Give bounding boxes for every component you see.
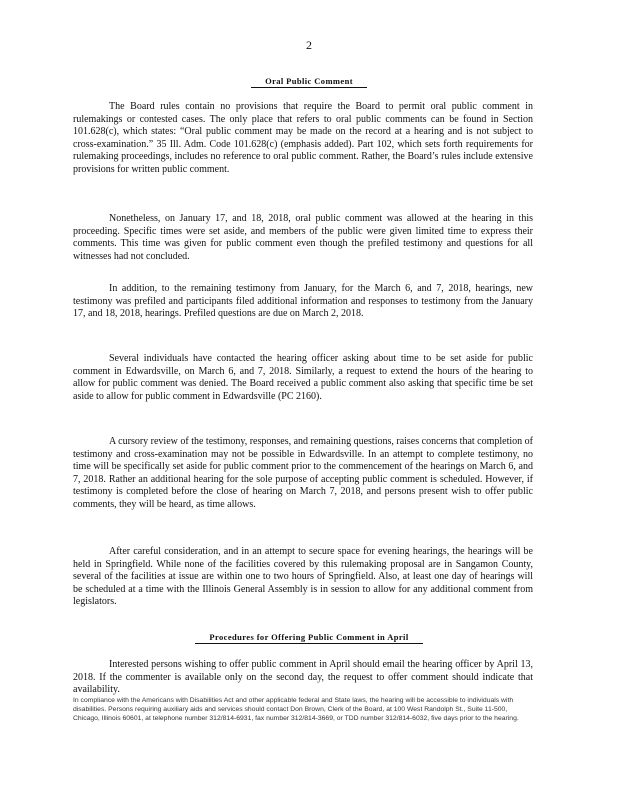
section-heading-procedures-april: [0, 632, 618, 642]
paragraph-springfield-hearings: After careful consideration, and in an attempt to secure space for evening hearings, the hearings will be held in Springfield. While none of the facilities covered by this rulemaking proposal are in Sangamon County, several of the facilities at issue are within one to two hours of Springfield. Also, at least one day of hearings will be scheduled at a time with the Illinois General Assembly is in session to allow for any additional comment from legislators.: [73, 546, 533, 608]
heading-text: Procedures for Offering Public Comment in April: [195, 632, 422, 644]
section-heading-oral-public-comment: [0, 76, 618, 86]
heading-text: Oral Public Comment: [251, 76, 367, 88]
paragraph-march-hearings: In addition, to the remaining testimony from January, for the March 6, and 7, 2018, hearings, new testimony was prefiled and participants filed additional information and responses to testimony from the January 17, and 18, 2018, hearings. Prefiled questions are due on March 2, 2018.: [73, 283, 533, 320]
accessibility-footnote: In compliance with the Americans with Disabilities Act and other applicable federal and State laws, the hearing will be accessible to individuals with disabilities. Persons requiring auxiliary aids and services should contact Don Brown, Clerk of the Board, at 100 West Randolph St., Suite 11-500, Chicago, Illinois 60601, at telephone number 312/814-6931, fax number 312/814-3669, or TDD number 312/814-6032, five days prior to the hearing.: [73, 697, 519, 722]
paragraph-testimony-completion: A cursory review of the testimony, responses, and remaining questions, raises concerns that completion of testimony and cross-examination may not be possible in Edwardsville. In an attempt to complete testimony, no time will be specifically set aside for public comment prior to the commencement of the hearings on March 6, and 7, 2018. Rather an additional hearing for the sole purpose of accepting public comment is scheduled. However, if testimony is completed before the close of hearing on March 7, 2018, and persons present wish to offer public comments, they will be heard, as time allows.: [73, 436, 533, 510]
paragraph-board-rules: The Board rules contain no provisions that require the Board to permit oral public comment in rulemakings or contested cases. The only place that refers to oral public comments can be found in Section 101.628(c), which states: “Oral public comment may be made on the record at a hearing and is not subject to cross-examination.” 35 Ill. Adm. Code 101.628(c) (emphasis added). Part 102, which sets forth requirements for rulemaking proceedings, includes no reference to oral public comment. Rather, the Board’s rules include extensive provisions for written public comment.: [73, 101, 533, 175]
paragraph-edwardsville-requests: Several individuals have contacted the hearing officer asking about time to be set aside for public comment in Edwardsville, on March 6, and 7, 2018. Similarly, a request to extend the hours of the hearing to allow for public comment was denied. The Board received a public comment also asking that specific time be set aside to allow for public comment in Edwardsville (PC 2160).: [73, 353, 533, 402]
page-number: 2: [306, 38, 312, 52]
paragraph-january-hearing: Nonetheless, on January 17, and 18, 2018, oral public comment was allowed at the hearing in this proceeding. Specific times were set aside, and members of the public were given limited time to express their comments. This time was given for public comment even though the prefiled testimony and questions for all witnesses had not concluded.: [73, 213, 533, 262]
paragraph-april-comment-procedure: Interested persons wishing to offer public comment in April should email the hearing officer by April 13, 2018. If the commenter is available only on the second day, the request to offer comment should indicate that availability.: [73, 659, 533, 696]
